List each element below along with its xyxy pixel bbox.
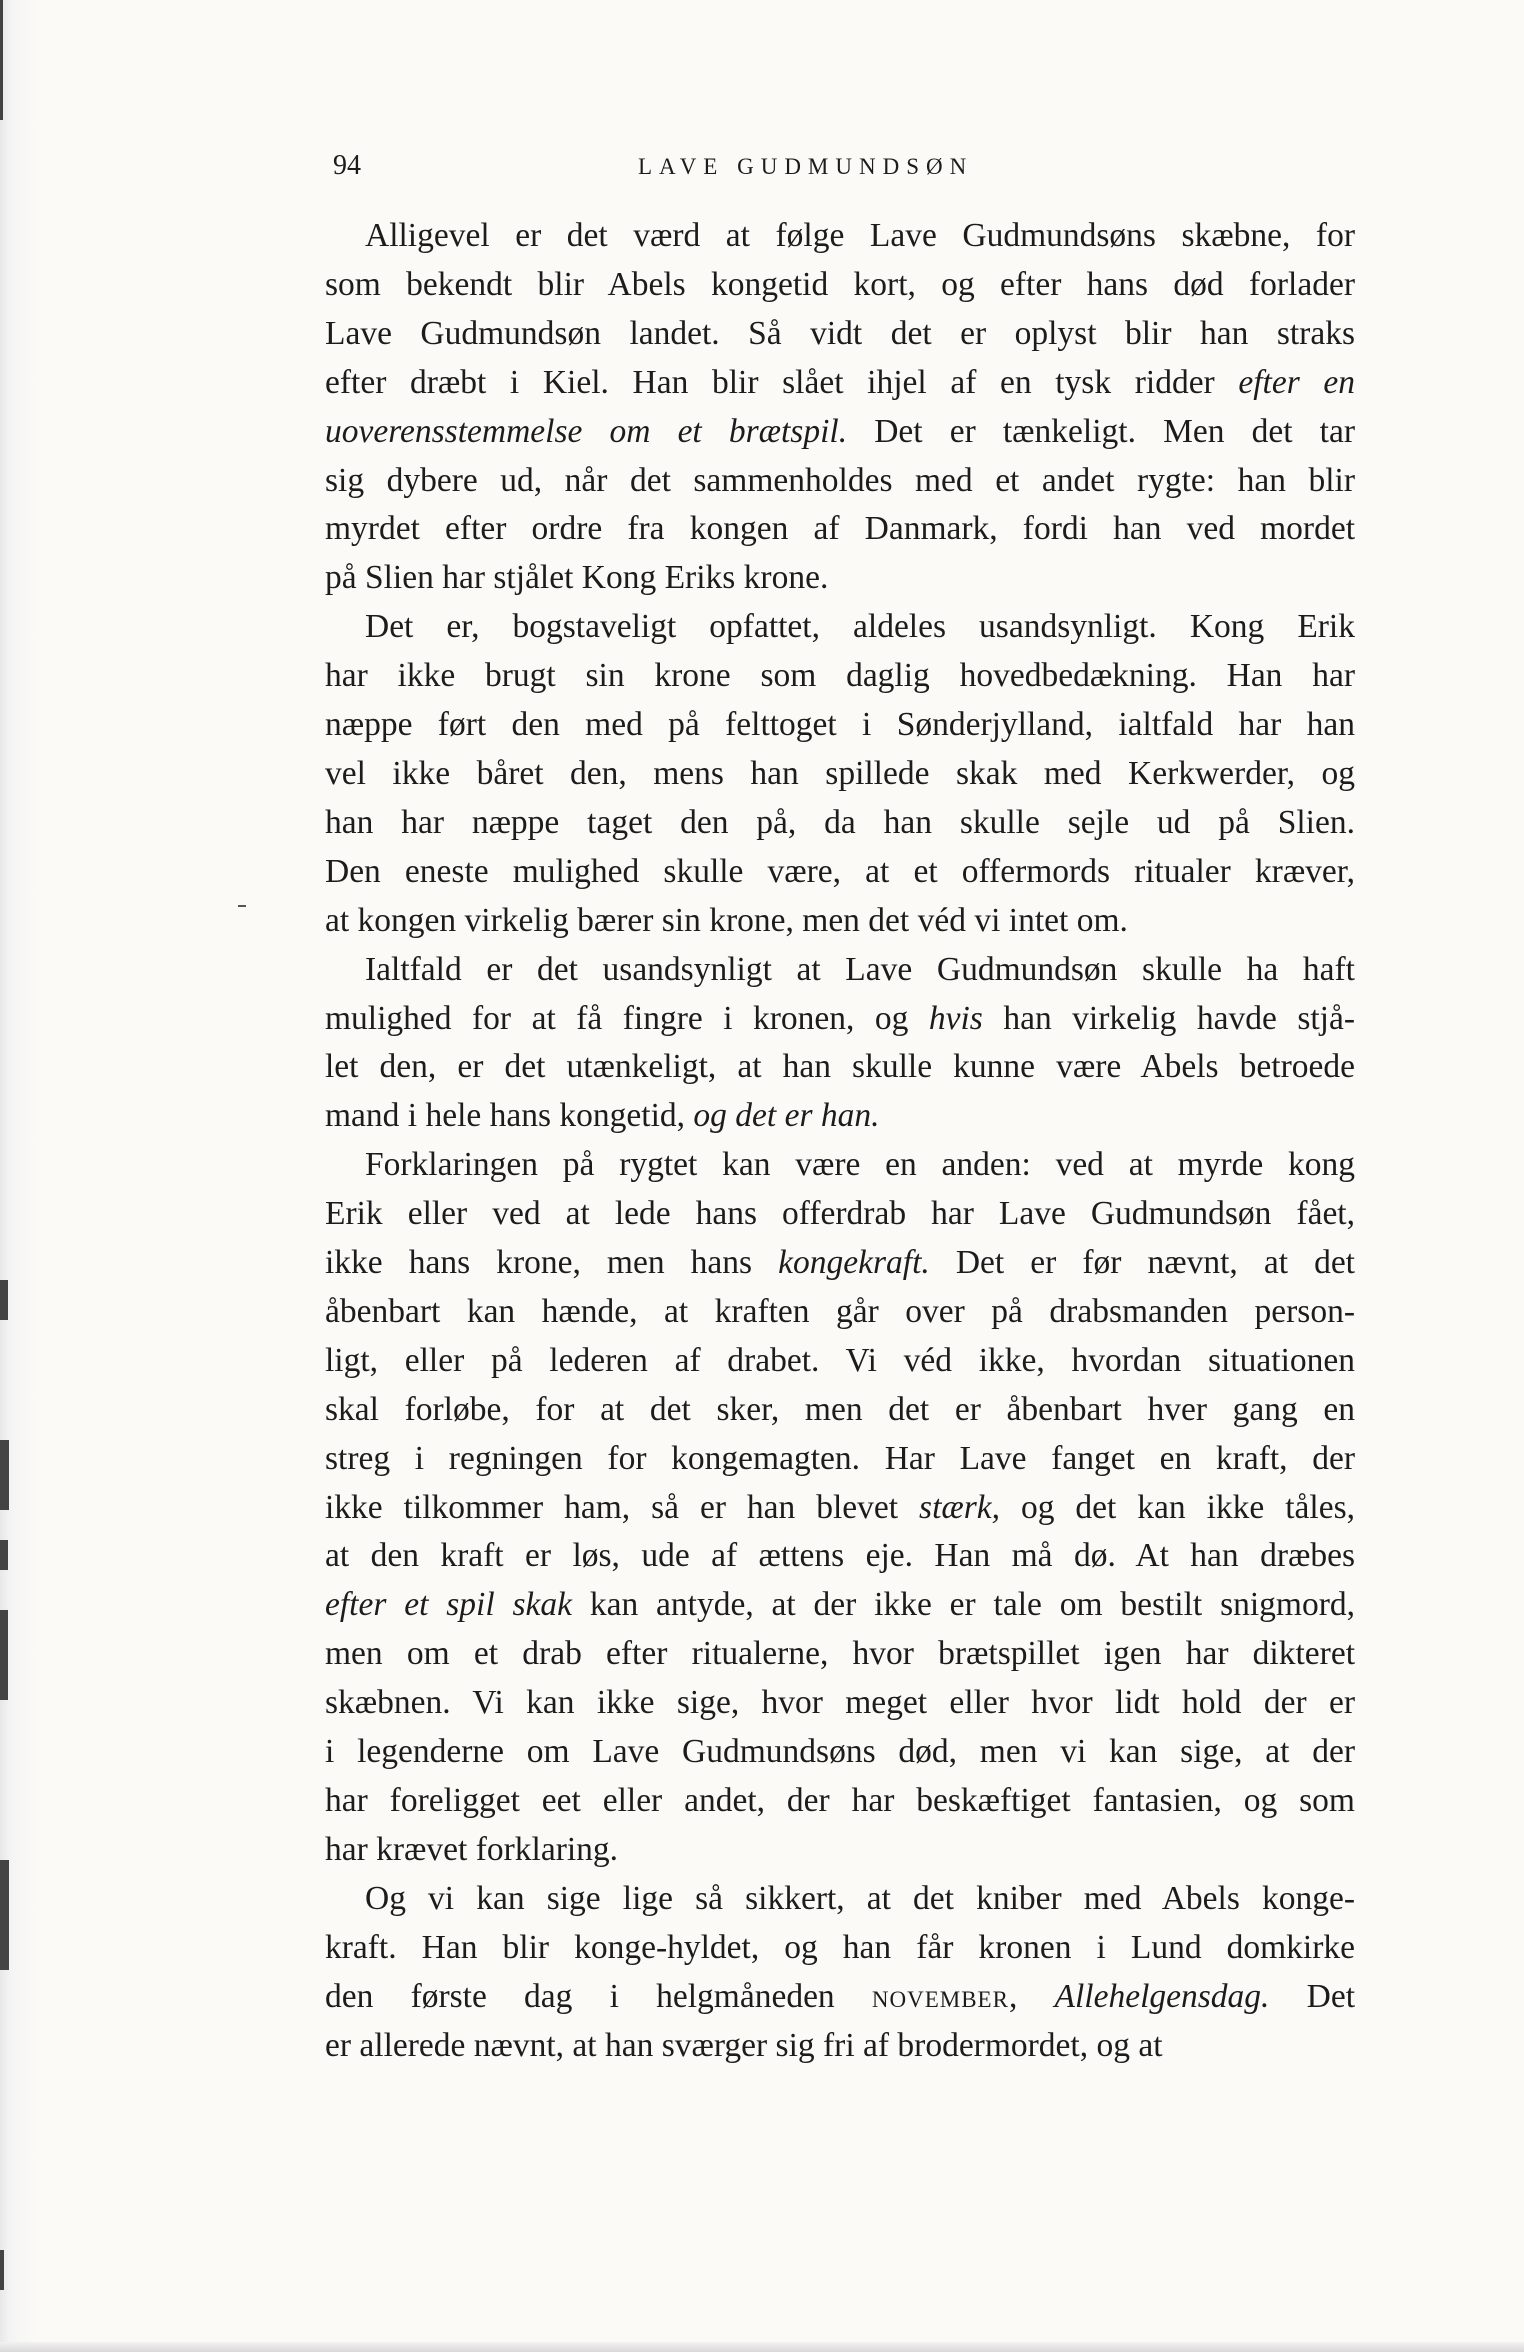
italic-run: Allehelgensdag.: [1054, 1977, 1270, 2015]
paragraph: [325, 212, 1355, 603]
gutter-mark: [0, 0, 3, 120]
text-run: på Slien har stjålet Kong Eriks krone.: [325, 559, 829, 597]
text-run: Forklaringen på rygtet kan være en anden: ved at myrde kong: [365, 1146, 1355, 1184]
text-line: [325, 1190, 1355, 1239]
text-run: i legenderne om Lave Gudmundsøns død, men vi kan sige, at der: [325, 1733, 1355, 1771]
text-line: [325, 1043, 1355, 1092]
text-run: den første dag i helgmåneden: [325, 1977, 872, 2015]
text-line: [325, 1924, 1355, 1973]
text-run: er allerede nævnt, at han sværger sig fri af brodermordet, og at: [325, 2026, 1163, 2064]
text-run: Alligevel er det værd at følge Lave Gudmundsøns skæbne, for: [365, 217, 1355, 254]
text-line: [325, 1288, 1355, 1337]
running-title: LAVE GUDMUNDSØN: [638, 154, 974, 179]
text-line: [325, 2022, 1355, 2071]
page-number: 94: [333, 150, 361, 181]
text-line: [325, 408, 1355, 457]
italic-run: efter en: [1238, 363, 1355, 401]
text-line: [325, 212, 1355, 261]
text-line: [325, 505, 1355, 554]
text-run: ikke hans krone, men hans: [325, 1244, 779, 1282]
text-run: skal forløbe, for at det sker, men det er åbenbart hver gang en: [325, 1390, 1355, 1428]
paragraph: [325, 603, 1355, 945]
text-run: Ialtfald er det usandsynligt at Lave Gudmundsøn skulle ha haft: [365, 950, 1355, 988]
text-line: [325, 1875, 1355, 1924]
text-run: ligt, eller på lederen af drabet. Vi véd ikke, hvordan situationen: [325, 1341, 1355, 1379]
text-run: Og vi kan sige lige så sikkert, at det kniber med Abels konge-: [365, 1879, 1355, 1917]
text-run: at kongen virkelig bærer sin krone, men det véd vi intet om.: [325, 901, 1128, 939]
text-run: at den kraft er løs, ude af ættens eje. Han må dø. At han dræbes: [325, 1537, 1355, 1575]
text-line: [325, 1581, 1355, 1630]
running-head: [333, 150, 1353, 190]
scan-gutter: [0, 0, 36, 2352]
text-line: [325, 554, 1355, 603]
text-line: [325, 359, 1355, 408]
smallcaps-run: november: [871, 1977, 1009, 2015]
text-run: streg i regningen for kongemagten. Har Lave fanget en kraft, der: [325, 1439, 1355, 1477]
italic-run: uoverensstemmelse om et brætspil.: [325, 412, 848, 450]
text-run: let den, er det utænkeligt, at han skulle kunne være Abels betroede: [325, 1048, 1355, 1086]
page-bottom-edge: [0, 2342, 1524, 2352]
text-line: [325, 1484, 1355, 1533]
text-line: [325, 261, 1355, 310]
text-line: [325, 1777, 1355, 1826]
text-run: Det: [1269, 1977, 1356, 2015]
italic-run: og det er han.: [693, 1097, 880, 1135]
text-line: [325, 750, 1355, 799]
text-line: [325, 1630, 1355, 1679]
paragraph: [325, 1875, 1355, 2071]
text-run: kan antyde, at der ikke er tale om bestilt snigmord,: [572, 1586, 1355, 1624]
paragraph: [325, 1141, 1355, 1875]
text-run: Det er før nævnt, at det: [929, 1244, 1355, 1282]
text-run: ikke tilkommer ham, så er han blevet: [325, 1488, 920, 1526]
text-line: [325, 1386, 1355, 1435]
text-run: Det er, bogstaveligt opfattet, aldeles usandsynligt. Kong Erik: [365, 608, 1355, 646]
text-run: men om et drab efter ritualerne, hvor brætspillet igen har dikteret: [325, 1635, 1355, 1673]
text-line: [325, 897, 1355, 946]
text-run: Det er tænkeligt. Men det tar: [847, 412, 1355, 450]
text-run: har foreligget eet eller andet, der har beskæftiget fantasien, og som: [325, 1782, 1355, 1819]
text-run: næppe ført den med på felttoget i Sønderjylland, ialtfald har han: [325, 706, 1355, 744]
paragraph: [325, 946, 1355, 1142]
text-line: [325, 1092, 1355, 1141]
text-run: ,: [1008, 1977, 1055, 2015]
italic-run: hvis: [928, 999, 983, 1037]
text-line: [325, 1826, 1355, 1875]
margin-mark: [238, 905, 246, 907]
text-run: Den eneste mulighed skulle være, at et offermords ritualer kræver,: [325, 852, 1355, 890]
text-line: [325, 1435, 1355, 1484]
body-text: [325, 212, 1355, 2070]
text-line: [325, 652, 1355, 701]
text-line: [325, 1337, 1355, 1386]
gutter-mark: [0, 1440, 9, 1510]
text-line: [325, 603, 1355, 652]
text-line: [325, 1239, 1355, 1288]
text-run: Erik eller ved at lede hans offerdrab har Lave Gudmundsøn fået,: [325, 1195, 1355, 1233]
text-run: som bekendt blir Abels kongetid kort, og efter hans død forlader: [325, 265, 1355, 303]
text-line: [325, 946, 1355, 995]
text-run: han har næppe taget den på, da han skulle sejle ud på Slien.: [325, 803, 1355, 841]
text-line: [325, 310, 1355, 359]
text-run: efter dræbt i Kiel. Han blir slået ihjel af en tysk ridder: [325, 363, 1239, 401]
italic-run: stærk,: [919, 1488, 1001, 1526]
text-run: har krævet forklaring.: [325, 1830, 619, 1868]
text-run: han virkelig havde stjå-: [982, 999, 1356, 1037]
text-line: [325, 457, 1355, 506]
gutter-mark: [0, 2250, 4, 2290]
gutter-mark: [0, 1610, 8, 1700]
italic-run: kongekraft.: [778, 1244, 930, 1282]
text-run: myrdet efter ordre fra kongen af Danmark, fordi han ved mordet: [325, 510, 1355, 548]
text-line: [325, 1532, 1355, 1581]
text-line: [325, 1728, 1355, 1777]
text-run: åbenbart kan hænde, at kraften går over på drabsmanden person-: [325, 1292, 1355, 1330]
italic-run: efter et spil skak: [325, 1586, 572, 1624]
gutter-mark: [0, 1860, 9, 1970]
text-run: skæbnen. Vi kan ikke sige, hvor meget eller hvor lidt hold der er: [325, 1684, 1355, 1722]
text-run: sig dybere ud, når det sammenholdes med et andet rygte: han blir: [325, 461, 1355, 499]
gutter-mark: [0, 1280, 8, 1320]
gutter-mark: [0, 1540, 8, 1570]
text-line: [325, 701, 1355, 750]
text-run: har ikke brugt sin krone som daglig hovedbedækning. Han har: [325, 657, 1355, 695]
text-line: [325, 995, 1355, 1044]
text-run: mand i hele hans kongetid,: [325, 1097, 694, 1135]
text-run: mulighed for at få fingre i kronen, og: [325, 999, 929, 1037]
text-line: [325, 1141, 1355, 1190]
text-run: og det kan ikke tåles,: [1000, 1488, 1355, 1526]
text-line: [325, 1973, 1355, 2022]
text-run: Lave Gudmundsøn landet. Så vidt det er oplyst blir han straks: [325, 314, 1355, 352]
text-line: [325, 1679, 1355, 1728]
text-line: [325, 848, 1355, 897]
text-run: vel ikke båret den, mens han spillede skak med Kerkwerder, og: [325, 754, 1355, 792]
text-run: kraft. Han blir konge-hyldet, og han får kronen i Lund domkirke: [325, 1928, 1355, 1966]
text-line: [325, 799, 1355, 848]
